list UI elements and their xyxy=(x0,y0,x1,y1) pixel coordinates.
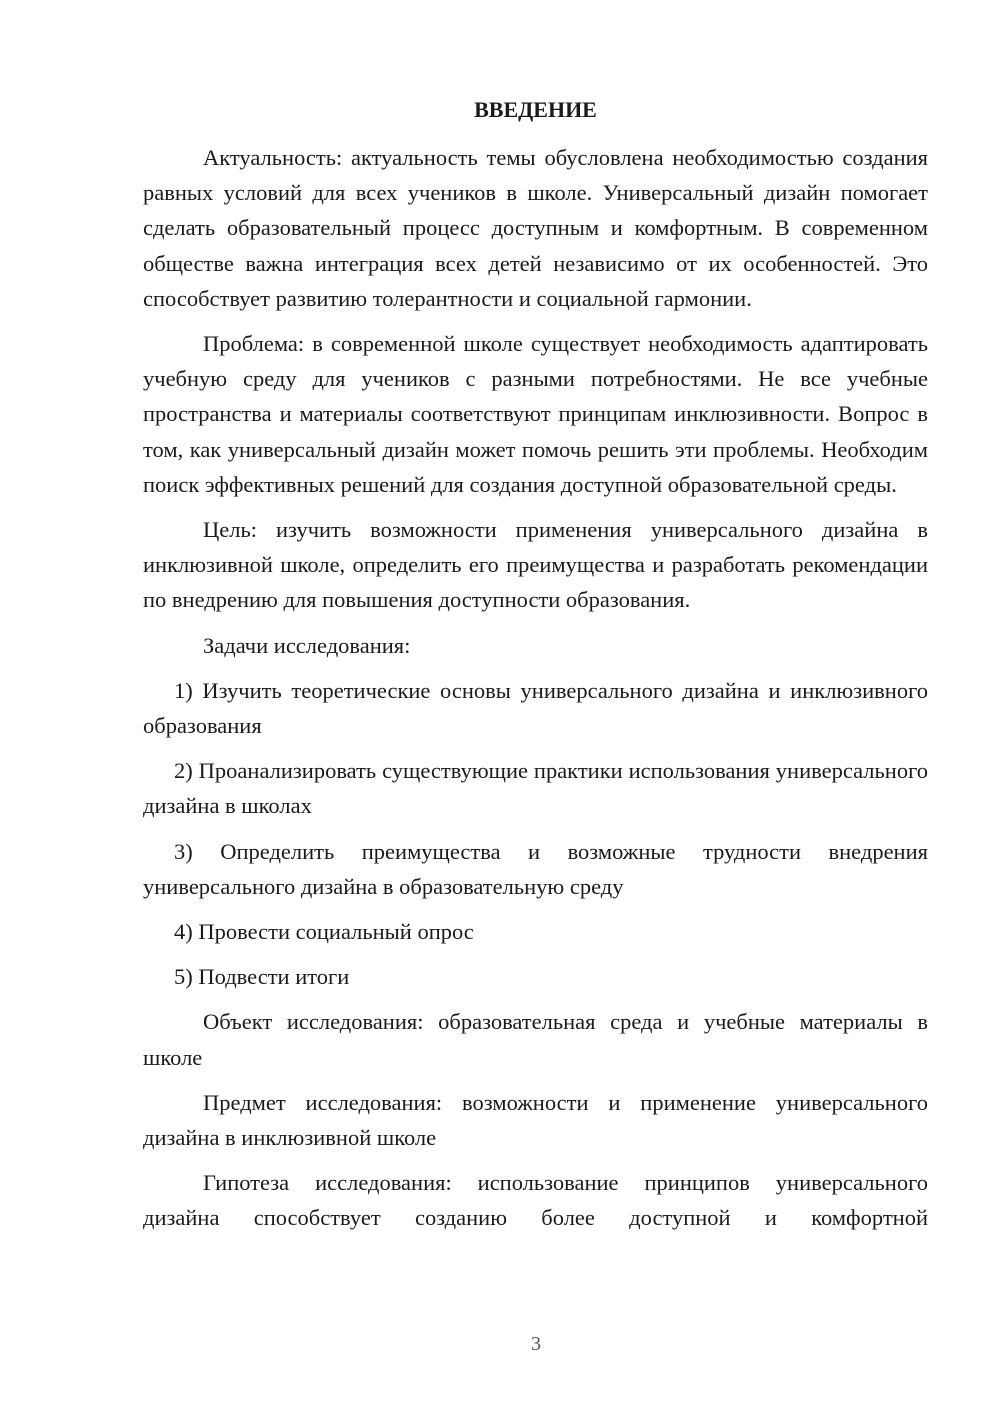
task-item-1: 1) Изучить теоретические основы универсального дизайна и инклюзивного образования xyxy=(143,677,928,739)
task-item-4: 4) Провести социальный опрос xyxy=(174,919,474,945)
document-page xyxy=(143,94,928,1246)
task-item-2: 2) Проанализировать существующие практики использования универсального дизайна в школах xyxy=(143,758,928,819)
hypothesis-paragraph: Гипотеза исследования: использование принципов универсального дизайна способствует созданию более доступной и комфортной xyxy=(143,1170,928,1231)
page-title: ВВЕДЕНИЕ xyxy=(474,97,597,122)
tasks-heading: Задачи исследования: xyxy=(203,632,411,658)
subject-paragraph: Предмет исследования: возможности и применение универсального дизайна в инклюзивной школе xyxy=(143,1089,928,1151)
goal-paragraph: Цель: изучить возможности применения универсального дизайна в инклюзивной школе, определить его преимущества и разработать рекомендации по внедрению для повышения доступности образования. xyxy=(143,517,928,613)
relevance-paragraph: Актуальность: актуальность темы обусловлена необходимостью создания равных условий для всех учеников в школе. Универсальный дизайн помогает сделать образовательный процесс доступным и комфортным. В современном обществе важна интеграция всех детей независимо от их особенностей. Это способствует развитию толерантности и социальной гармонии. xyxy=(143,145,928,311)
problem-paragraph: Проблема: в современной школе существует необходимость адаптировать учебную среду для учеников с разными потребностями. Не все учебные пространства и материалы соответствуют принципам инклюзивности. Вопрос в том, как универсальный дизайн может помочь решить эти проблемы. Необходим поиск эффективных решений для создания доступной образовательной среды. xyxy=(143,331,928,497)
task-item-5: 5) Подвести итоги xyxy=(174,964,350,990)
object-paragraph: Объект исследования: образовательная среда и учебные материалы в школе xyxy=(143,1009,928,1070)
page-number: 3 xyxy=(531,1333,541,1355)
task-item-3: 3) Определить преимущества и возможные трудности внедрения универсального дизайна в образовательную среду xyxy=(143,838,928,899)
